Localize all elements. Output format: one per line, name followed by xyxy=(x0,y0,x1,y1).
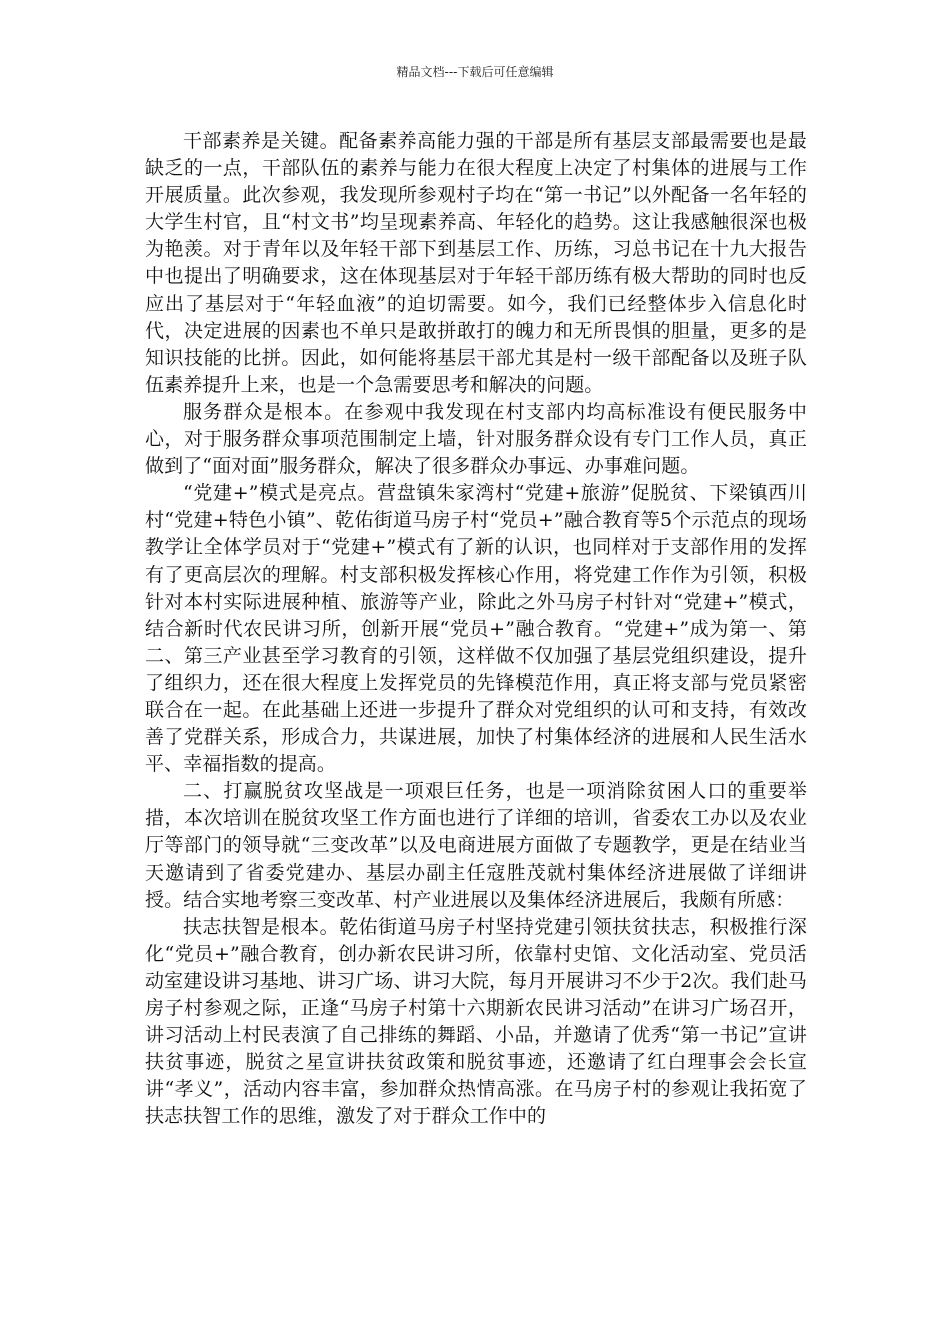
paragraph-poverty-alleviation: 二、打赢脱贫攻坚战是一项艰巨任务，也是一项消除贫困人口的重要举措，本次培训在脱贫攻坚工作方面也进行了详细的培训，省委农工办以及农业厅等部门的领导就“三变改革”以及电商进展方面做了专题教学，更是在结业当天邀请到了省委党建办、基层办副主任寇胜茂就村集体经济进展做了详细讲授。结合实地考察三变改革、村产业进展以及集体经济进展后，我颇有所感： xyxy=(145,780,807,911)
paragraph-aspiration-wisdom: 扶志扶智是根本。乾佑街道马房子村坚持党建引领扶贫扶志，积极推行深化“党员+”融合教育，创办新农民讲习所，依靠村史馆、文化活动室、党员活动室建设讲习基地、讲习广场、讲习大院，每月开展讲习不少于2次。我们赴马房子村参观之际，正逢“马房子村第十六期新农民讲习活动”在讲习广场召开，讲习活动上村民表演了自己排练的舞蹈、小品，并邀请了优秀“第一书记”宣讲扶贫事迹，脱贫之星宣讲扶贫政策和脱贫事迹，还邀请了红白理事会会长宣讲“孝义”，活动内容丰富，参加群众热情高涨。在马房子村的参观让我拓宽了扶志扶智工作的思维，激发了对于群众工作中的 xyxy=(145,915,807,1128)
page-header: 精品文档---下载后可任意编辑 xyxy=(396,65,554,79)
paragraph-party-building-plus: “党建+”模式是亮点。营盘镇朱家湾村“党建+旅游”促脱贫、下梁镇西川村“党建+特色小镇”、乾佑街道马房子村“党员+”融合教育等5个示范点的现场教学让全体学员对于“党建+”模式有了新的认识，也同样对于支部作用的发挥有了更高层次的理解。村支部积极发挥核心作用，将党建工作作为引领，积极针对本村实际进展种植、旅游等产业，除此之外马房子村针对“党建+”模式，结合新时代农民讲习所，创新开展“党员+”融合教育。“党建+”成为第一、第二、第三产业甚至学习教育的引领，这样做不仅加强了基层党组织建设，提升了组织力，还在很大程度上发挥党员的先锋模范作用，真正将支部与党员紧密联合在一起。在此基础上还进一步提升了群众对党组织的认可和支持，有效改善了党群关系，形成合力，共谋进展，加快了村集体经济的进展和人民生活水平、幸福指数的提高。 xyxy=(145,482,807,776)
document-body xyxy=(145,128,807,1130)
paragraph-serve-masses: 服务群众是根本。在参观中我发现在村支部内均高标准设有便民服务中心，对于服务群众事项范围制定上墙，针对服务群众设有专门工作人员，真正做到了“面对面”服务群众，解决了很多群众办事远、办事难问题。 xyxy=(145,400,807,478)
paragraph-cadre-quality: 干部素养是关键。配备素养高能力强的干部是所有基层支部最需要也是最缺乏的一点，干部队伍的素养与能力在很大程度上决定了村集体的进展与工作开展质量。此次参观，我发现所参观村子均在“第一书记”以外配备一名年轻的大学生村官，且“村文书”均呈现素养高、年轻化的趋势。这让我感触很深也极为艳羡。对于青年以及年轻干部下到基层工作、历练，习总书记在十九大报告中也提出了明确要求，这在体现基层对于年轻干部历练有极大帮助的同时也反应出了基层对于“年轻血液”的迫切需要。如今，我们已经整体步入信息化时代，决定进展的因素也不单只是敢拼敢打的魄力和无所畏惧的胆量，更多的是知识技能的比拼。因此，如何能将基层干部尤其是村一级干部配备以及班子队伍素养提升上来，也是一个急需要思考和解决的问题。 xyxy=(145,130,807,396)
